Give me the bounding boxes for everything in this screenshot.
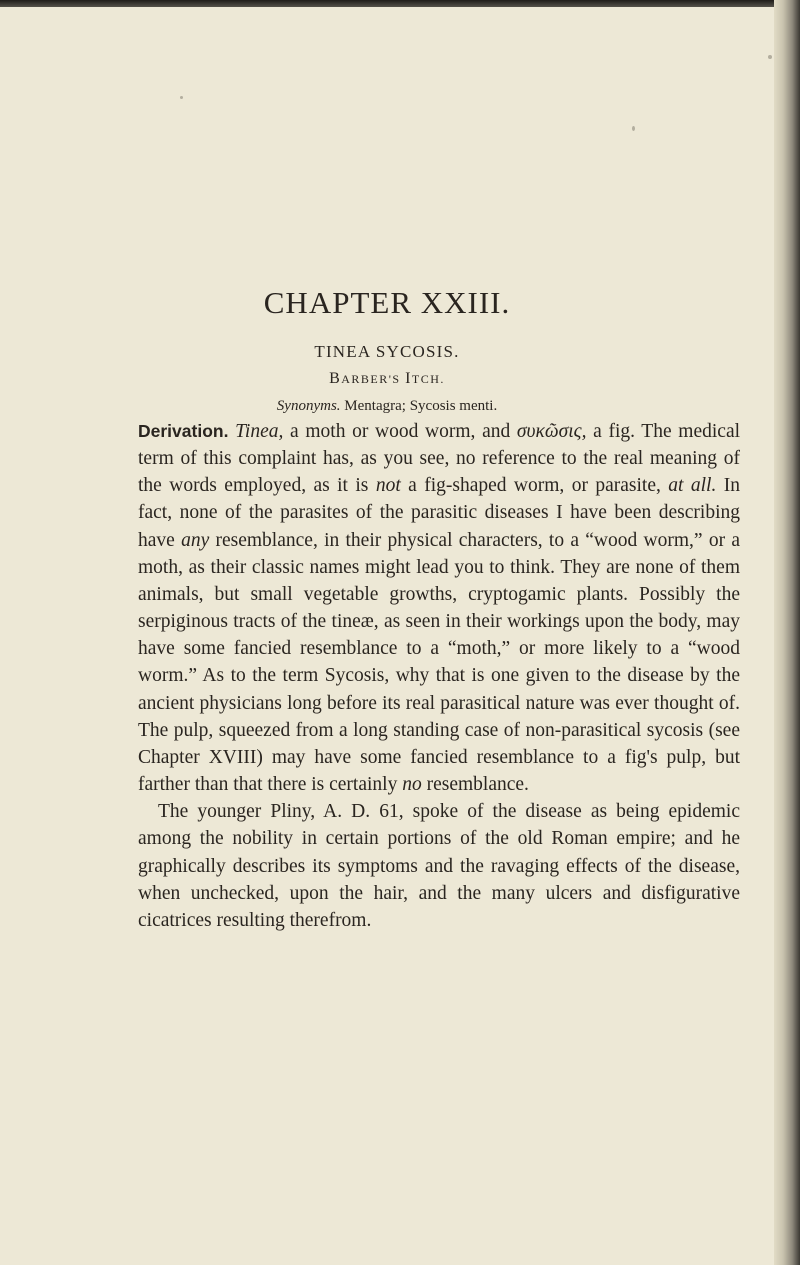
section-title: TINEA SYCOSIS. <box>314 342 460 361</box>
section-subheading: BARBER'S ITCH. <box>329 370 445 387</box>
body-text <box>138 418 740 934</box>
synonyms-label: Synonyms. <box>276 398 341 414</box>
book-spine-edge <box>774 0 800 1265</box>
paragraph-pliny: The younger Pliny, A. D. 61, spoke of the disease as being epidemic among the nobility in certain portions of the old Roman empire; and he graphically describes its symptoms and the ravaging effects of the disease, when unchecked, upon the hair, and the many ulcers and disfigurative cicatrices resulting therefrom. <box>138 801 740 931</box>
chapter-title: CHAPTER XXIII. <box>263 285 511 320</box>
synonyms-text: Mentagra; Sycosis menti. <box>340 398 498 414</box>
synonyms-line <box>0 396 774 416</box>
greek-word: συκῶσις, <box>516 421 587 442</box>
run-in-heading: Derivation. <box>138 421 229 441</box>
paragraph-derivation: Derivation. Tinea, a moth or wood worm, and συκῶσις, a fig. The medical term of this complaint has, as you see, no reference to the real meaning of the words employed, as it is not a fig-shaped worm, or parasite, at all. In fact, none of the parasites of the parasitic diseases I have been describing have any resemblance, in their physical characters, to a “wood worm,” or a moth, as their classic names might lead you to think. They are none of them animals, but small vegetable growths, cryptogamic plants. Possibly the serpiginous tracts of the tineæ, as seen in their workings upon the body, may have some fancied resemblance to a “moth,” or more likely to a “wood worm.” As to the term Sycosis, why that is one given to the disease by the ancient physicians long before its real parasitical nature was ever thought of. The pulp, squeezed from a long standing case of non-parasitical sycosis (see Chapter XVIII) may have some fancied resemblance to a fig's pulp, but farther than that there is certainly no resemblance. <box>138 421 741 796</box>
